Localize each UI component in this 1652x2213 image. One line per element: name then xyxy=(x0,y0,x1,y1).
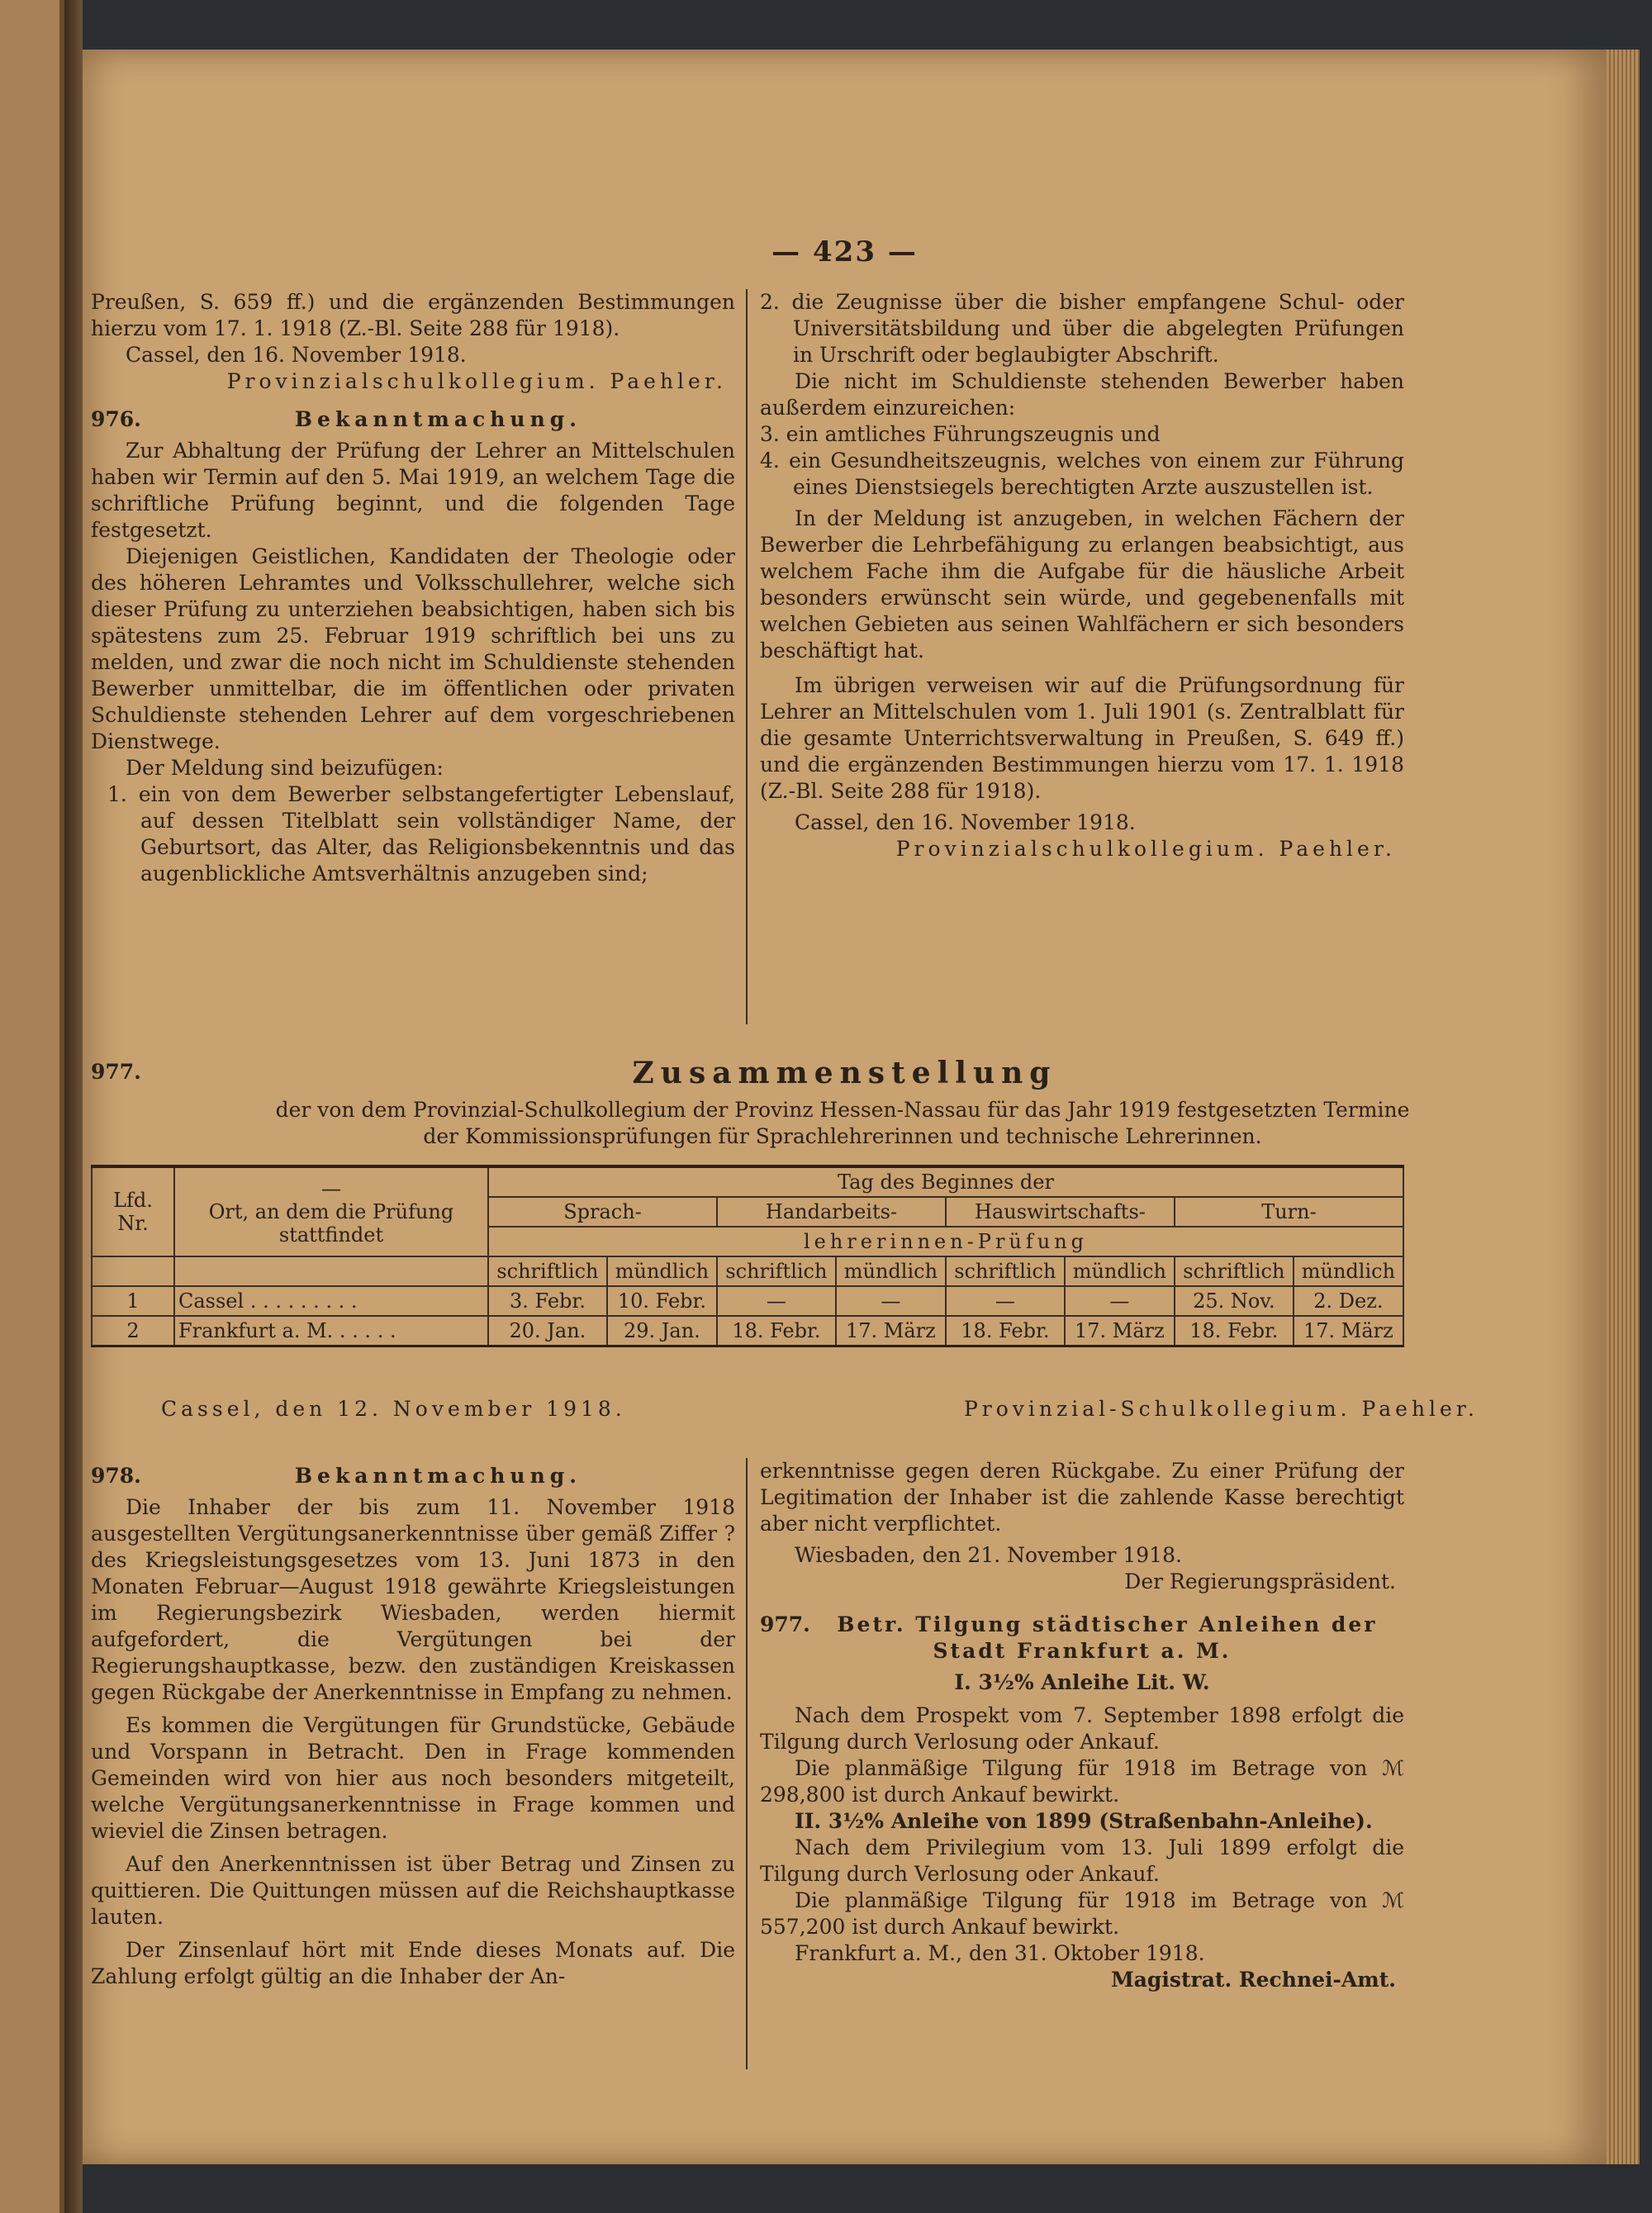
header-subgroup: lehrerinnen-Prüfung xyxy=(488,1227,1403,1256)
paragraph: erkenntnisse gegen deren Rückgabe. Zu einer Prüfung der Legitimation der Inhaber ist die zahlende Kasse berechtigt aber nicht verpflichtet. xyxy=(760,1459,1404,1536)
book-binding xyxy=(64,0,83,2213)
paragraph: Diejenigen Geistlichen, Kandidaten der Theologie oder des höheren Lehramtes und Volksschullehrer, welche sich dieser Prüfung zu unterziehen beabsichtigen, haben sich bis spätestens zum 25. Februar 1919 schriftlich bei uns zu melden, und zwar die noch nicht im Schuldienste stehenden Bewerber unmittelbar, die im öffentlichen oder privaten Schuldienste stehenden Lehrer auf dem vorgeschriebenen Dienstwege. xyxy=(91,544,735,753)
header-lfd-nr xyxy=(92,1166,174,1256)
cell-date: 18. Febr. xyxy=(717,1316,836,1346)
signature: Der Regierungspräsident. xyxy=(1124,1570,1396,1593)
list-item: 3. ein amtliches Führungszeugnis und xyxy=(760,422,1161,446)
signature: Provinzialschulkollegium. Paehler. xyxy=(895,837,1396,861)
table-row xyxy=(92,1316,1403,1346)
exam-dates-table xyxy=(91,1165,1404,1347)
date-line: Cassel, den 16. November 1918. xyxy=(795,810,1136,834)
header-schriftlich: schriftlich xyxy=(946,1256,1065,1286)
page xyxy=(83,50,1607,2164)
notice-number: 977. xyxy=(91,1060,141,1084)
table-row xyxy=(92,1286,1403,1316)
cell-date: — xyxy=(717,1286,836,1316)
list-item: 4. ein Gesundheitszeugnis, welches von einem zur Führung eines Dienstsiegels berechtigten Arzte auszustellen ist. xyxy=(760,449,1404,499)
paragraph: Auf den Anerkenntnissen ist über Betrag und Zinsen zu quittieren. Die Quittungen müssen auf die Reichshauptkasse lauten. xyxy=(91,1852,735,1929)
right-column-bottom xyxy=(760,1458,1404,1993)
header-tag: Tag des Beginnes der xyxy=(488,1166,1403,1197)
facing-page-edge xyxy=(0,0,64,2213)
header-schriftlich: schriftlich xyxy=(717,1256,836,1286)
notice-title: Bekanntmachung. xyxy=(294,1464,582,1488)
header-muendlich: mündlich xyxy=(836,1256,946,1286)
header-group-sprach: Sprach- xyxy=(488,1197,717,1227)
notice-title: Betr. Tilgung städtischer Anleihen der Stadt Frankfurt a. M. xyxy=(837,1612,1378,1663)
notice-heading xyxy=(760,1612,1404,1664)
header-schriftlich: schriftlich xyxy=(488,1256,607,1286)
cell-ort: Cassel . . . . . . . . . xyxy=(174,1286,488,1316)
cell-date: 3. Febr. xyxy=(488,1286,607,1316)
cell-date: 18. Febr. xyxy=(1175,1316,1294,1346)
list-item: 1. ein von dem Bewerber selbstangefertigter Lebenslauf, auf dessen Titelblatt sein vollständiger Name, der Geburtsort, das Alter, das Religionsbekenntnis und das augenblickliche Amtsverhältnis anzugeben sind; xyxy=(107,782,735,886)
notice-number: 976. xyxy=(91,407,141,431)
paragraph: Der Meldung sind beizufügen: xyxy=(126,756,444,780)
column-divider xyxy=(746,289,748,1024)
paragraph: In der Meldung ist anzugeben, in welchen Fächern der Bewerber die Lehrbefähigung zu erlangen beabsichtigt, aus welchem Fache ihm die Aufgabe für die häusliche Arbeit besonders erwünscht sein würde, und gegebenenfalls mit welchen Gebieten aus seinen Wahlfächern er sich besonders beschäftigt hat. xyxy=(760,506,1404,662)
subheading: II. 3½% Anleihe von 1899 (Straßenbahn-Anleihe). xyxy=(795,1809,1373,1833)
date-line: Wiesbaden, den 21. November 1918. xyxy=(795,1543,1182,1567)
cell-date: 20. Jan. xyxy=(488,1316,607,1346)
paragraph: Der Zinsenlauf hört mit Ende dieses Monats auf. Die Zahlung erfolgt gültig an die Inhaber der An- xyxy=(91,1938,735,1988)
signature: Provinzial-Schulkollegium. Paehler. xyxy=(963,1397,1479,1421)
cell-date: 10. Febr. xyxy=(607,1286,717,1316)
header-blank xyxy=(174,1256,488,1286)
notice-heading xyxy=(91,406,735,433)
cell-date: 29. Jan. xyxy=(607,1316,717,1346)
header-schriftlich: schriftlich xyxy=(1175,1256,1294,1286)
paragraph: Nach dem Privilegium vom 13. Juli 1899 erfolgt die Tilgung durch Verlosung oder Ankauf. xyxy=(760,1835,1404,1886)
date-line: Cassel, den 12. November 1918. xyxy=(161,1397,626,1421)
column-divider xyxy=(746,1458,748,2069)
cell-date: 17. März xyxy=(836,1316,946,1346)
cell-date: 17. März xyxy=(1294,1316,1403,1346)
paragraph: Die Inhaber der bis zum 11. November 1918 ausgestellten Vergütungsanerkenntnisse über gemäß Ziffer ? des Kriegsleistungsgesetzes vom 13. Juni 1873 in den Monaten Februar—August 1918 gewährte Kriegsleistungen im Regierungsbezirk Wiesbaden, werden hiermit aufgefordert, die Vergütungen bei der Regierungshauptkasse, bezw. den zuständigen Kreiskassen gegen Rückgabe der Anerkenntnisse in Empfang zu nehmen. xyxy=(91,1495,735,1704)
date-line: Frankfurt a. M., den 31. Oktober 1918. xyxy=(795,1941,1205,1965)
left-column-top xyxy=(91,289,735,887)
header-label: Lfd. Nr. xyxy=(113,1189,153,1235)
cell-date: 25. Nov. xyxy=(1175,1286,1294,1316)
header-group-turn: Turn- xyxy=(1175,1197,1403,1227)
header-dash: — xyxy=(321,1177,341,1200)
cell-nr: 1 xyxy=(92,1286,174,1316)
header-muendlich: mündlich xyxy=(1065,1256,1175,1286)
notice-number: 978. xyxy=(91,1464,141,1488)
cell-date: 2. Dez. xyxy=(1294,1286,1403,1316)
signature: Provinzialschulkollegium. Paehler. xyxy=(226,369,727,393)
paragraph: Im übrigen verweisen wir auf die Prüfungsordnung für Lehrer an Mittelschulen vom 1. Juli 1901 (s. Zentralblatt für die gesamte Unterrichtsverwaltung in Preußen, S. 649 ff.) und die ergänzenden Bestimmungen hierzu vom 17. 1. 1918 (Z.-Bl. Seite 288 für 1918). xyxy=(760,673,1404,803)
table-title: Zusammenstellung xyxy=(632,1056,1057,1090)
cell-date: 18. Febr. xyxy=(946,1316,1065,1346)
cell-date: — xyxy=(1065,1286,1175,1316)
left-column-bottom xyxy=(91,1458,735,1990)
paragraph: Preußen, S. 659 ff.) und die ergänzenden Bestimmungen hierzu vom 17. 1. 1918 (Z.-Bl. Seite 288 für 1918). xyxy=(91,290,735,340)
header-group-hauswirtschafts: Hauswirtschafts- xyxy=(946,1197,1175,1227)
header-label: Ort, an dem die Prüfung stattfindet xyxy=(208,1200,454,1247)
page-number: — 423 — xyxy=(771,235,918,268)
signature: Magistrat. Rechnei-Amt. xyxy=(1111,1968,1396,1992)
paragraph: Es kommen die Vergütungen für Grundstücke, Gebäude und Vorspann in Betracht. Den in Frage kommenden Gemeinden wird von hier aus noch besonders mitgeteilt, welche Vergütungsanerkenntnisse in Frage kommen und wieviel die Zinsen betragen. xyxy=(91,1713,735,1843)
notice-heading xyxy=(91,1463,735,1489)
header-muendlich: mündlich xyxy=(1294,1256,1403,1286)
table-caption: der Kommissionsprüfungen für Sprachlehrerinnen und technische Lehrerinnen. xyxy=(423,1124,1262,1148)
header-muendlich: mündlich xyxy=(607,1256,717,1286)
cell-nr: 2 xyxy=(92,1316,174,1346)
paragraph: Nach dem Prospekt vom 7. September 1898 erfolgt die Tilgung durch Verlosung oder Ankauf. xyxy=(760,1703,1404,1754)
date-line: Cassel, den 16. November 1918. xyxy=(126,343,467,367)
paragraph: Die planmäßige Tilgung für 1918 im Betrage von ℳ 298,800 ist durch Ankauf bewirkt. xyxy=(760,1756,1404,1807)
header-group-handarbeits: Handarbeits- xyxy=(717,1197,946,1227)
notice-title: Bekanntmachung. xyxy=(294,407,582,431)
cell-date: — xyxy=(836,1286,946,1316)
table-caption: der von dem Provinzial-Schulkollegium der Provinz Hessen-Nassau für das Jahr 1919 festgesetzten Termine xyxy=(275,1098,1410,1122)
subheading: I. 3½% Anleihe Lit. W. xyxy=(954,1670,1210,1694)
header-ort xyxy=(174,1166,488,1256)
paragraph: Zur Abhaltung der Prüfung der Lehrer an Mittelschulen haben wir Termin auf den 5. Mai 1919, an welchem Tage die schriftliche Prüfung beginnt, und die folgenden Tage festgesetzt. xyxy=(91,439,735,542)
page-stack-edge xyxy=(1607,50,1640,2164)
right-column-top xyxy=(760,289,1404,862)
cell-date: — xyxy=(946,1286,1065,1316)
list-item: 2. die Zeugnisse über die bisher empfangene Schul- oder Universitätsbildung und über die abgelegten Prüfungen in Urschrift oder beglaubigter Abschrift. xyxy=(760,290,1404,367)
cell-ort: Frankfurt a. M. . . . . . xyxy=(174,1316,488,1346)
header-blank xyxy=(92,1256,174,1286)
paragraph: Die nicht im Schuldienste stehenden Bewerber haben außerdem einzureichen: xyxy=(760,369,1404,420)
cell-date: 17. März xyxy=(1065,1316,1175,1346)
notice-number: 977. xyxy=(760,1612,810,1636)
paragraph: Die planmäßige Tilgung für 1918 im Betrage von ℳ 557,200 ist durch Ankauf bewirkt. xyxy=(760,1888,1404,1939)
